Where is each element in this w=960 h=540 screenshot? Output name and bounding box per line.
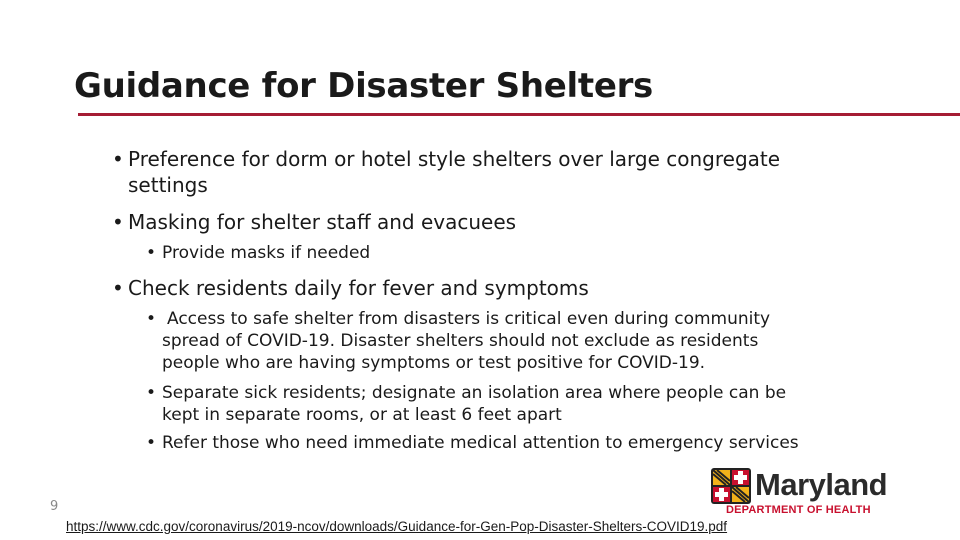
sub-bullet-safe-shelter-line1: Access to safe shelter from disasters is critical even during community [167, 309, 771, 329]
slide-number: 9 [50, 499, 59, 514]
sub-bullet-provide-masks: Provide masks if needed [162, 243, 371, 263]
sub-bullet-marker: • [146, 383, 157, 403]
slide-title: Guidance for Disaster Shelters [74, 66, 653, 106]
sub-bullet-separate-sick-line2: kept in separate rooms, or at least 6 feet apart [162, 405, 562, 425]
bullet-marker: • [112, 276, 124, 300]
sub-bullet-marker: • [146, 433, 157, 453]
bullet-dorm-hotel-line2: settings [128, 173, 208, 197]
sub-bullet-marker: • [146, 243, 157, 263]
maryland-flag-icon [711, 468, 751, 504]
bullet-check-residents: Check residents daily for fever and symptoms [128, 276, 589, 300]
bullet-marker: • [112, 147, 124, 171]
sub-bullet-safe-shelter-line3: people who are having symptoms or test positive for COVID-19. [162, 353, 706, 373]
title-divider [78, 113, 960, 116]
sub-bullet-safe-shelter-line2: spread of COVID-19. Disaster shelters should not exclude as residents [162, 331, 759, 351]
bullet-masking: Masking for shelter staff and evacuees [128, 210, 517, 234]
logo-department-label: DEPARTMENT OF HEALTH [726, 504, 871, 516]
bullet-marker: • [112, 210, 124, 234]
sub-bullet-separate-sick-line1: Separate sick residents; designate an isolation area where people can be [162, 383, 787, 403]
logo-wordmark: Maryland [755, 467, 888, 502]
cdc-source-link[interactable]: https://www.cdc.gov/coronavirus/2019-ncov/downloads/Guidance-for-Gen-Pop-Disaster-Shelters-COVID19.pdf [66, 519, 728, 534]
bullet-dorm-hotel-line1: Preference for dorm or hotel style shelters over large congregate [128, 147, 781, 171]
sub-bullet-marker: • [146, 309, 157, 329]
sub-bullet-refer-emergency: Refer those who need immediate medical attention to emergency services [162, 433, 799, 453]
maryland-health-logo [711, 466, 899, 516]
